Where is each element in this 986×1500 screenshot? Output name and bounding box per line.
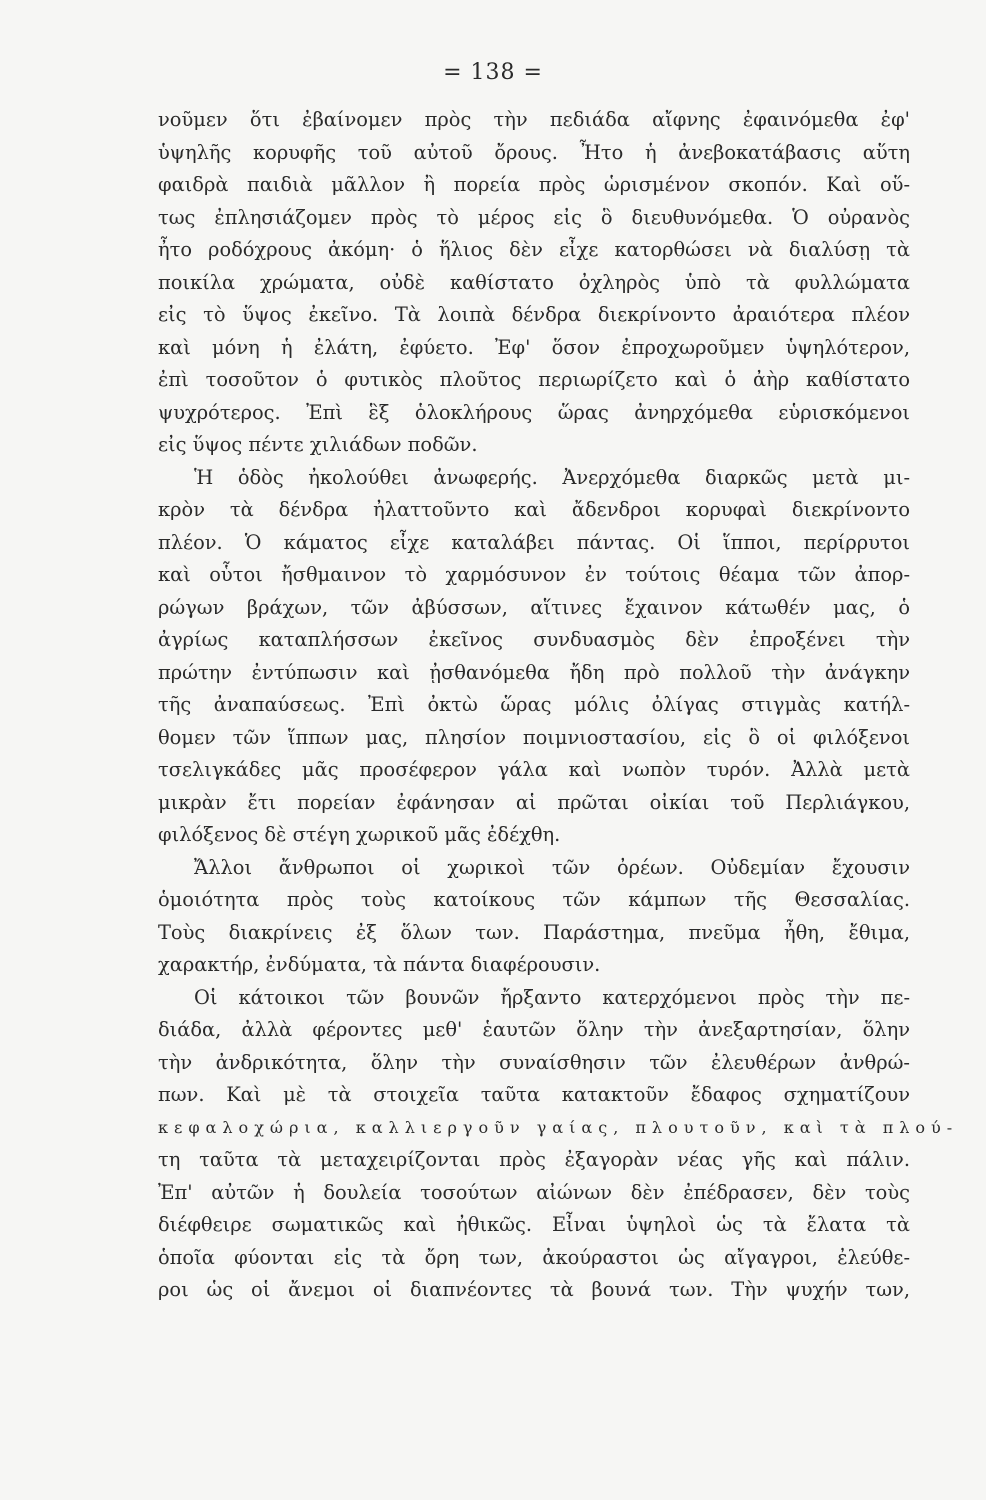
text-line: Ἡ ὁδὸς ἠκολούθει ἀνωφερής. Ἀνερχόμεθα διαρκῶς μετὰ μι- bbox=[194, 465, 910, 489]
text-line: εἰς ὕψος πέντε χιλιάδων ποδῶν. bbox=[158, 433, 478, 456]
text-line: καὶ μόνη ἡ ἐλάτη, ἐφύετο. Ἐφ' ὅσον ἐπροχωροῦμεν ὑψηλότερον, bbox=[158, 335, 910, 359]
text-line: εἰς τὸ ὕψος ἐκεῖνο. Τὰ λοιπὰ δένδρα διεκρίνοντο ἀραιότερα πλέον bbox=[158, 303, 910, 326]
text-line: τως ἐπλησιάζομεν πρὸς τὸ μέρος εἰς ὃ διευθυνόμεθα. Ὁ οὐρανὸς bbox=[158, 205, 910, 229]
text-line: Τοὺς διακρίνεις ἐξ ὅλων των. Παράστημα, πνεῦμα ἦθη, ἔθιμα, bbox=[158, 920, 910, 944]
text-line: ὁμοιότητα πρὸς τοὺς κατοίκους τῶν κάμπων τῆς Θεσσαλίας. bbox=[158, 888, 910, 911]
text-line: μικρὰν ἔτι πορείαν ἐφάνησαν αἱ πρῶται οἰκίαι τοῦ Περλιάγκου, bbox=[158, 790, 910, 814]
text-line: κεφαλοχώρια, καλλιεργοῦν γαίας, πλουτοῦν, καὶ τὰ πλού- bbox=[158, 1117, 959, 1137]
text-line: ρώγων βράχων, τῶν ἀβύσσων, αἵτινες ἔχαινον κάτωθέν μας, ὁ bbox=[158, 595, 910, 619]
text-line: ὁποῖα φύονται εἰς τὰ ὄρη των, ἀκούραστοι ὡς αἴγαγροι, ἐλεύθε- bbox=[158, 1245, 910, 1269]
text-line: διάδα, ἀλλὰ φέροντες μεθ' ἑαυτῶν ὅλην τὴν ἀνεξαρτησίαν, ὅλην bbox=[158, 1018, 910, 1041]
text-line: ἐπὶ τοσοῦτον ὁ φυτικὸς πλοῦτος περιωρίζετο καὶ ὁ ἀὴρ καθίστατο bbox=[158, 368, 910, 391]
text-line: Ἐπ' αὐτῶν ἡ δουλεία τοσούτων αἰώνων δὲν ἐπέδρασεν, δὲν τοὺς bbox=[158, 1180, 910, 1204]
text-line: χαρακτήρ, ἐνδύματα, τὰ πάντα διαφέρουσιν. bbox=[158, 953, 601, 976]
text-line: νοῦμεν ὅτι ἐβαίνομεν πρὸς τὴν πεδιάδα αἴφνης ἐφαινόμεθα ἐφ' bbox=[158, 108, 910, 131]
text-line: ψυχρότερος. Ἐπὶ ἓξ ὁλοκλήρους ὥρας ἀνηρχόμεθα εὑρισκόμενοι bbox=[158, 400, 910, 424]
text-line: θομεν τῶν ἵππων μας, πλησίον ποιμνιοστασίου, εἰς ὃ οἱ φιλόξενοι bbox=[158, 725, 910, 749]
text-line: πλέον. Ὁ κάματος εἶχε καταλάβει πάντας. Οἱ ἵπποι, περίρρυτοι bbox=[158, 530, 910, 554]
text-line: τη ταῦτα τὰ μεταχειρίζονται πρὸς ἐξαγορὰν νέας γῆς καὶ πάλιν. bbox=[158, 1148, 910, 1171]
text-line: καὶ οὗτοι ἤσθμαινον τὸ χαρμόσυνον ἐν τούτοις θέαμα τῶν ἀπορ- bbox=[158, 563, 910, 586]
text-line: φαιδρὰ παιδιὰ μᾶλλον ἢ πορεία πρὸς ὡρισμένον σκοπόν. Καὶ οὕ- bbox=[158, 173, 910, 196]
text-line: φιλόξενος δὲ στέγη χωρικοῦ μᾶς ἐδέχθη. bbox=[158, 823, 561, 846]
text-line: κρὸν τὰ δένδρα ἠλαττοῦντο καὶ ἄδενδροι κορυφαὶ διεκρίνοντο bbox=[158, 498, 910, 521]
text-line: ἀγρίως καταπλήσσων ἐκεῖνος συνδυασμὸς δὲν ἐπροξένει τὴν bbox=[158, 628, 910, 651]
text-line: διέφθειρε σωματικῶς καὶ ἠθικῶς. Εἶναι ὑψηλοὶ ὡς τὰ ἔλατα τὰ bbox=[158, 1213, 910, 1236]
text-line: τὴν ἀνδρικότητα, ὅλην τὴν συναίσθησιν τῶν ἐλευθέρων ἀνθρώ- bbox=[158, 1050, 910, 1074]
text-line: ποικίλα χρώματα, οὐδὲ καθίστατο ὀχληρὸς ὑπὸ τὰ φυλλώματα bbox=[158, 270, 910, 294]
text-line: τσελιγκάδες μᾶς προσέφερον γάλα καὶ νωπὸν τυρόν. Ἀλλὰ μετὰ bbox=[158, 758, 910, 781]
text-line: πρώτην ἐντύπωσιν καὶ ᾐσθανόμεθα ἤδη πρὸ πολλοῦ τὴν ἀνάγκην bbox=[158, 660, 910, 684]
text-line: ροι ὡς οἱ ἄνεμοι οἱ διαπνέοντες τὰ βουνά των. Τὴν ψυχήν των, bbox=[158, 1278, 910, 1301]
text-line: πων. Καὶ μὲ τὰ στοιχεῖα ταῦτα κατακτοῦν ἔδαφος σχηματίζουν bbox=[158, 1083, 910, 1106]
text-line: Οἱ κάτοικοι τῶν βουνῶν ἤρξαντο κατερχόμενοι πρὸς τὴν πε- bbox=[194, 985, 910, 1009]
text-line: Ἄλλοι ἄνθρωποι οἱ χωρικοὶ τῶν ὀρέων. Οὐδεμίαν ἔχουσιν bbox=[194, 855, 910, 879]
text-line: τῆς ἀναπαύσεως. Ἐπὶ ὀκτὼ ὥρας μόλις ὀλίγας στιγμὰς κατήλ- bbox=[158, 693, 910, 716]
text-line: ὑψηλῆς κορυφῆς τοῦ αὐτοῦ ὄρους. Ἦτο ἡ ἀνεβοκατάβασις αὕτη bbox=[158, 140, 910, 164]
body-text bbox=[158, 104, 959, 1307]
text-line: ἦτο ροδόχρους ἀκόμη· ὁ ἥλιος δὲν εἶχε κατορθώσει νὰ διαλύσῃ τὰ bbox=[158, 238, 910, 261]
page-number: = 138 = bbox=[443, 60, 543, 85]
